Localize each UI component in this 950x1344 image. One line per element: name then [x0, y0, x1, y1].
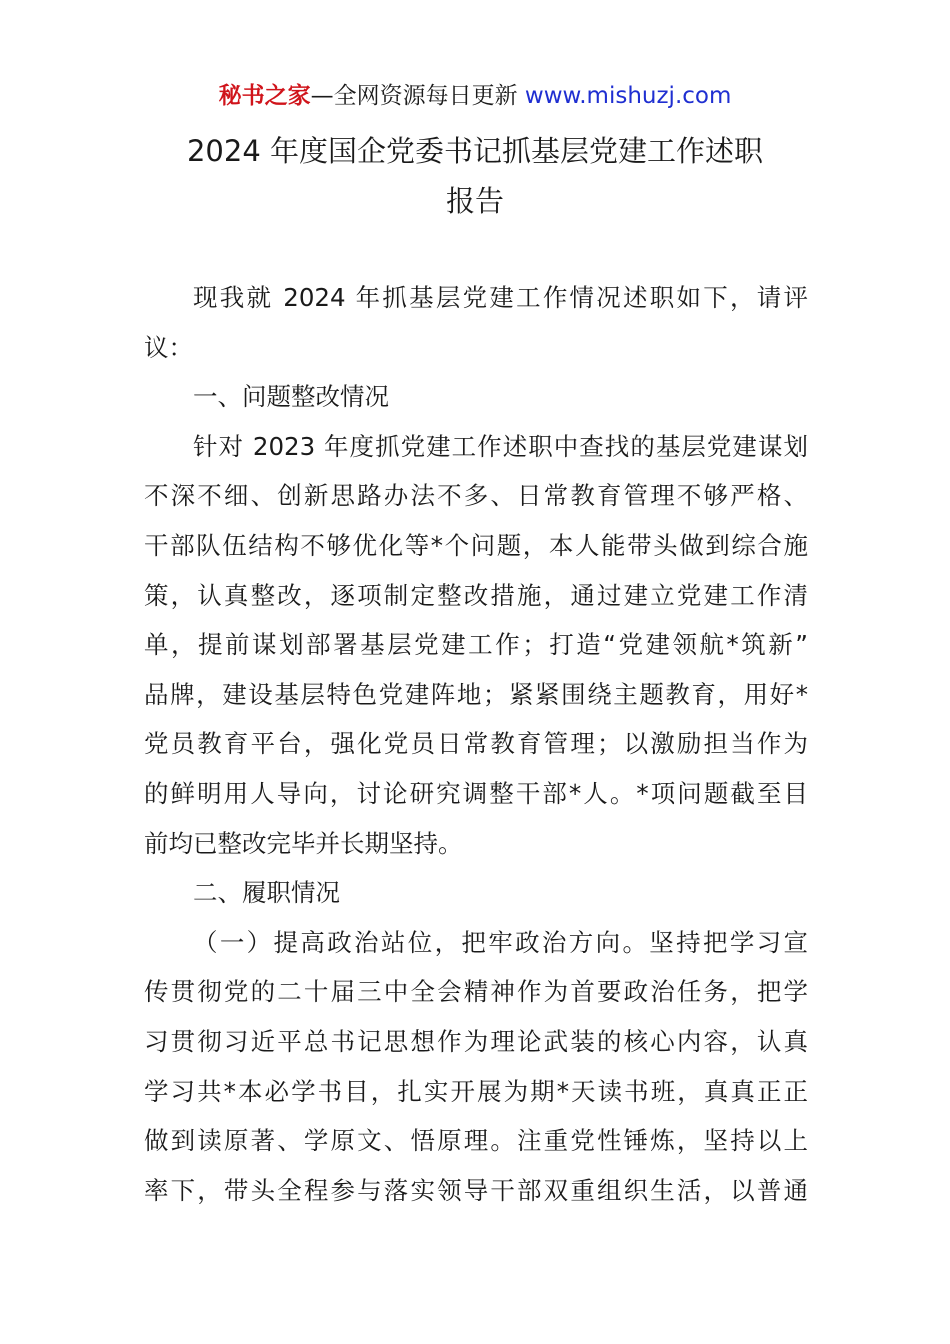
body-line: 现我就 2024 年抓基层党建工作情况述职如下，请评 [193, 283, 808, 312]
body-line: 传贯彻党的二十届三中全会精神作为首要政治任务，把学 [144, 977, 808, 1007]
site-header [0, 80, 950, 112]
site-brand: 秘书之家 [218, 83, 311, 109]
body-line: 策，认真整改，逐项制定整改措施，通过建立党建工作清 [144, 580, 808, 610]
section-heading: 一、问题整改情况 [193, 382, 389, 412]
document-body [144, 273, 808, 1215]
body-line: （一）提高政治站位，把牢政治方向。坚持把学习宣 [193, 927, 808, 957]
body-line: 的鲜明用人导向，讨论研究调整干部*人。*项问题截至目 [144, 778, 808, 808]
title-line-2: 报告 [445, 184, 504, 218]
body-line: 习贯彻习近平总书记思想作为理论武装的核心内容，认真 [144, 1026, 808, 1056]
body-line: 党员教育平台，强化党员日常教育管理；以激励担当作为 [144, 729, 808, 759]
body-line: 干部队伍结构不够优化等*个问题，本人能带头做到综合施 [144, 530, 808, 560]
body-line: 单，提前谋划部署基层党建工作；打造“党建领航*筑新” [144, 630, 808, 660]
body-line: 率下，带头全程参与落实领导干部双重组织生活，以普通 [144, 1175, 808, 1205]
body-line: 不深不细、创新思路办法不多、日常教育管理不够严格、 [144, 481, 808, 511]
document-title [100, 126, 850, 226]
body-line: 做到读原著、学原文、悟原理。注重党性锤炼，坚持以上 [144, 1126, 808, 1156]
body-line: 议： [144, 332, 193, 362]
title-line-1: 2024 年度国企党委书记抓基层党建工作述职 [186, 134, 764, 168]
body-line: 前均已整改完毕并长期坚持。 [144, 828, 463, 858]
body-line: 学习共*本必学书目，扎实开展为期*天读书班，真真正正 [144, 1076, 808, 1106]
site-tagline: —全网资源每日更新 [310, 83, 525, 109]
body-line: 品牌，建设基层特色党建阵地；紧紧围绕主题教育，用好* [144, 679, 808, 709]
section-heading: 二、履职情况 [193, 878, 340, 908]
site-url-link[interactable]: www.mishuzj.com [524, 83, 732, 109]
body-line: 针对 2023 年度抓党建工作述职中查找的基层党建谋划 [193, 431, 808, 461]
